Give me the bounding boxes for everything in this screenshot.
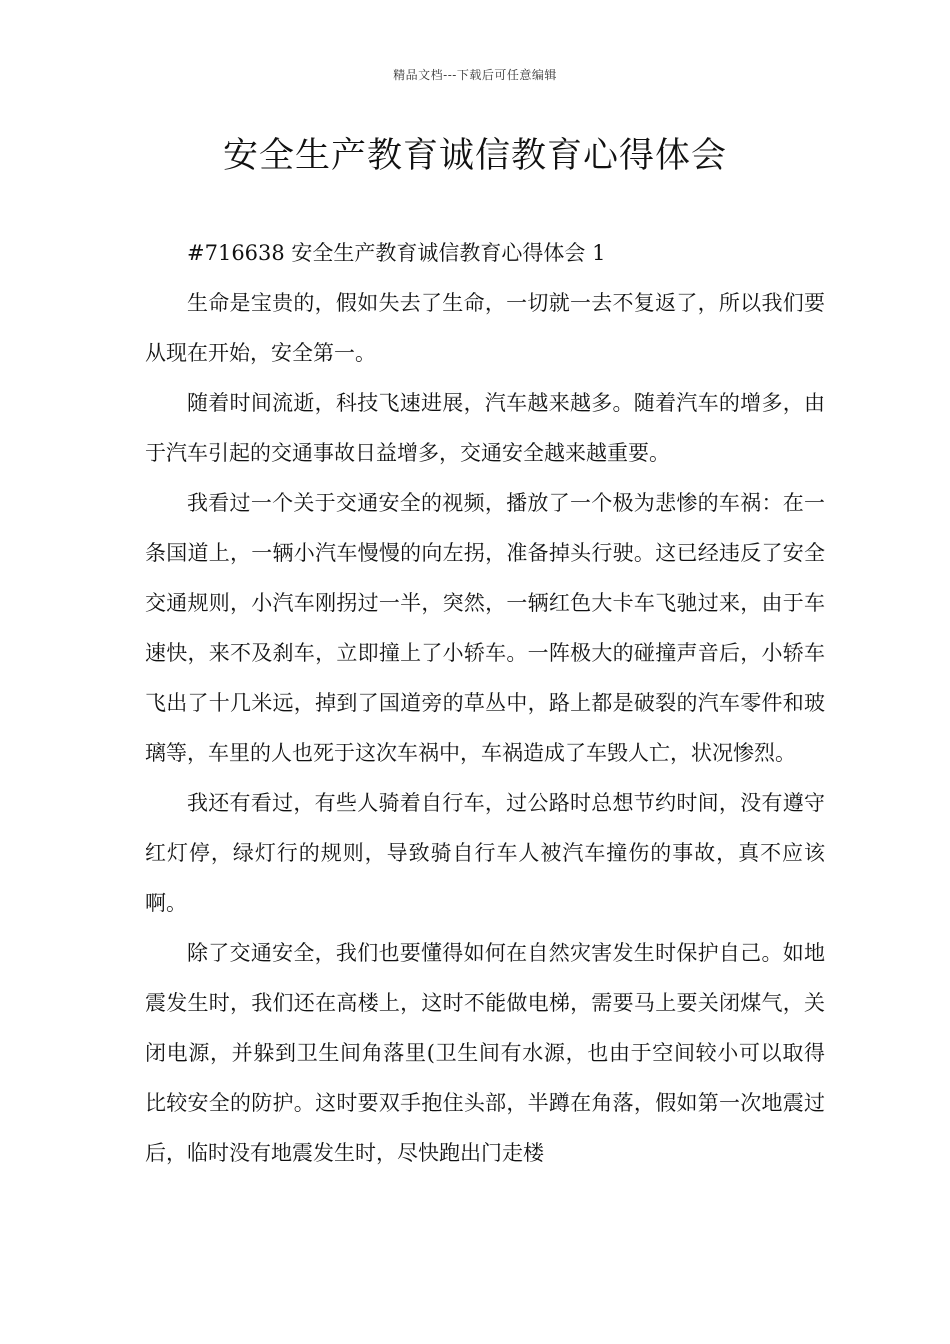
paragraph: 我看过一个关于交通安全的视频，播放了一个极为悲惨的车祸：在一条国道上，一辆小汽车慢慢的向左拐，准备掉头行驶。这已经违反了安全交通规则，小汽车刚拐过一半，突然，一辆红色大卡车飞驰过来，由于车速快，来不及刹车，立即撞上了小轿车。一阵极大的碰撞声音后，小轿车飞出了十几米远，掉到了国道旁的草丛中，路上都是破裂的汽车零件和玻璃等，车里的人也死于这次车祸中，车祸造成了车毁人亡，状况惨烈。: [145, 491, 825, 765]
paragraph: 我还有看过，有些人骑着自行车，过公路时总想节约时间，没有遵守红灯停，绿灯行的规则，导致骑自行车人被汽车撞伤的事故，真不应该啊。: [145, 791, 825, 915]
paragraph: 生命是宝贵的，假如失去了生命，一切就一去不复返了，所以我们要从现在开始，安全第一。: [145, 291, 825, 365]
document-body: [145, 228, 825, 1178]
paragraph: 除了交通安全，我们也要懂得如何在自然灾害发生时保护自己。如地震发生时，我们还在高楼上，这时不能做电梯，需要马上要关闭煤气，关闭电源，并躲到卫生间角落里(卫生间有水源，也由于空间较小可以取得比较安全的防护。这时要双手抱住头部，半蹲在角落，假如第一次地震过后，临时没有地震发生时，尽快跑出门走楼: [145, 941, 825, 1165]
paragraph: 随着时间流逝，科技飞速进展，汽车越来越多。随着汽车的增多，由于汽车引起的交通事故日益增多，交通安全越来越重要。: [145, 391, 825, 465]
document-title: 安全生产教育诚信教育心得体会: [222, 136, 727, 176]
paragraph-heading: #716638 安全生产教育诚信教育心得体会 1: [187, 241, 606, 265]
header-note: 精品文档---下载后可任意编辑: [393, 68, 557, 82]
